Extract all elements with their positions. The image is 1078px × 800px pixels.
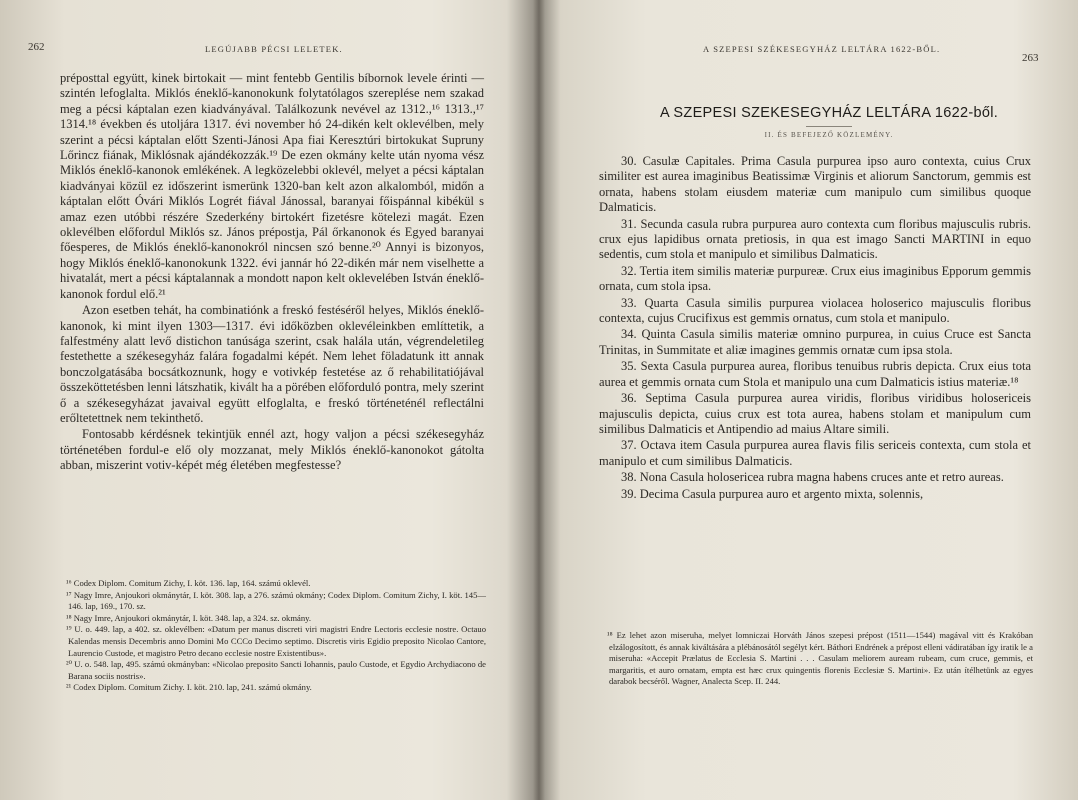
body-text [60,71,484,474]
footnote: ¹⁸ Nagy Imre, Anjoukori okmánytár, I. köt. 348. lap, a 324. sz. okmány. [66,612,312,623]
page-number: 263 [1022,52,1039,64]
body-text [599,154,1031,502]
footnote: ¹⁶ Codex Diplom. Comitum Zichy, I. köt. 136. lap, 164. számú oklevél. [66,578,311,588]
paragraph: 35. Sexta Casula purpurea aurea, floribus tenuibus rubris depicta. Crux eius tota aurea et gemmis ornata cum Stola et manipulo una cum Dalmaticis istius materiæ.¹⁸ [599,359,1031,389]
paragraph: 32. Tertia item similis materiæ purpureæ. Crux eius imaginibus Epporum gemmis ornata, cum stola ipsa. [599,263,1031,294]
paragraph: 30. Casulæ Capitales. Prima Casula purpurea ipso auro contexta, cuius Crux similiter est aurea imaginibus Beatissimæ Virginis et aliorum Sanctorum, gemmis est ornata, habens stolam eiusdem materiæ cum manipulo cum similibus quoque Dalmaticis. [599,154,1031,215]
paragraph: 33. Quarta Casula similis purpurea violacea holoserico majusculis floribus contexta, cujus Crucifixus est gemmis ornatus, cum stola et manipulo. [599,295,1031,326]
running-head: LEGÚJABB PÉCSI LELETEK. [205,44,343,54]
page-number: 262 [28,41,45,53]
paragraph: 37. Octava item Casula purpurea aurea flavis filis sericeis contexta, cum stola et manipulo et cum similibus Dalmaticis. [599,438,1031,468]
footnote: ¹⁹ U. o. 449. lap, a 402. sz. oklevélben: «Datum per manus discreti viri magistri Endre Lectoris ecclesie nostre. Octauo Kalendas mensis Decembris anno Domini Mo CCCo Decimo septimo. Discretis viris Egidio preposito Nicolao Cantore, Laurencio Custode, et magistro Petro decano ecclesie nostre Existentibus». [66,624,486,658]
article-subtitle: II. ÉS BEFEJEZŐ KÖZLEMÉNY. [764,131,894,139]
paragraph: Fontosabb kérdésnek tekintjük ennél azt, hogy valjon a pécsi székesegyház történetében fordul-e elő oly mozzanat, mely Miklós éneklő-kanonokot gátolta abban, miszerint votiv-képét még életében megfestesse? [60,427,484,473]
footnotes [599,630,1033,688]
paragraph: Azon esetben tehát, ha combinatiónk a freskó festéséről helyes, Miklós éneklő-kanonok, ki mint ilyen 1303—1317. évi időközben oklevéleinkben említtetik, a falfestmény alatt levő distichon tanúsága szerint, csak halála után, végrendeletileg festethette a székesegyház falára fogadalmi képét. Nem lehet föladatunk itt annak bonczolgatásába bocsátkoznunk, hogy e votivkép festetése az ő rehabilitatiójával összeköttetésben lenni látszhatik, kivált ha a pörében előforduló pontra, mely szerint ő a székesegyházat javaival együtt elfoglalta, e freskó történeténél reflectálni erőltetettnek nem tekinthető. [60,303,484,425]
paragraph: 31. Secunda casula rubra purpurea auro contexta cum floribus majusculis rubris. crux ejus lapidibus ornata pretiosis, in qua est imago Sancti MARTINI in equo sedentis, cum stola et manipulo et similibus Dalmaticis. [599,216,1031,262]
paragraph: 39. Decima Casula purpurea auro et argento mixta, solennis, [621,486,924,501]
footnote: ¹⁷ Nagy Imre, Anjoukori okmánytár, I. köt. 308. lap, a 276. számú okmány; Codex Diplom. Comitum Zichy, I. köt. 145—146. lap, 169., 170. sz. [66,589,486,612]
footnote: ²⁰ U. o. 548. lap, 495. számú okmányban: «Nicolao preposito Sancti Iohannis, paulo Custode, et Egydio Archydiacono de Barana sociis nostris». [66,659,486,681]
footnotes [58,578,486,694]
running-head: A SZEPESI SZÉKESEGYHÁZ LELTÁRA 1622-BŐL. [703,44,941,54]
right-page [543,0,1078,800]
footnote: ¹⁸ Ez lehet azon miseruha, melyet lomniczai Horváth János szepesi prépost (1511—1544) magával vitt és Krakóban elzálogosított, és annak kiváltására a plébánosától segélyt kért. Báthori Endrének a prépost elleni vádiratában így iratik le a miseruha: «Accepit Prælatus de Ecclesia S. Martini . . . Casulam meliorem auream rubeam, cum cruce, gemmis, et margaritis, et auro ornatam, empta est hæc crux quingentis florenis Ecclesiæ S. Martini». Ez után ítélhetünk az egyes darabok becséről. Wagner, Analecta Scep. II. 244. [607,630,1033,687]
paragraph: préposttal együtt, kinek birtokait — mint fentebb Gentilis bíbornok levele érinti — szintén lefoglalta. Miklós éneklő-kanonokunk folytatólagos szereplése nem szakad meg a pécsi káptalan ezen kiadványával. Találkozunk nevével az 1312.,¹⁶ 1313.,¹⁷ 1314.¹⁸ években és utoljára 1317. évi november hó 24-dikén kelt oklevélben, mely szerint a pécsi káptalan előtt Szenti-Jánosi Apa fiai Keresztúri birtokukat Supruny Lőrincz fiának, Miklósnak ajándékozzák.¹⁹ De ezen okmány kelte után nyoma vész Miklós éneklő-kanonok emlékének. A legközelebbi oklevél, melyet a pécsi káptalan kiadványai közül ez időszerint ismerünk 1320-ban kelt azon alkalomból, midőn a káptalan előtt Óvári Miklós Logrét fiával Jánossal, baranyai főispánnal kibékül s amaz ezen utóbbi részére Szederkény birtokért fizetésre kötelezi magát. Ezen oklevélben előfordul Miklós sz. János prépostja, Pál őrkanonok és Egyed baranyai főesperes, de Miklós éneklő-kanonokról nincsen szó benne.²⁰ Annyi is bizonyos, hogy Miklós éneklő-kanonokunk 1322. évi jannár hó 22-dikén már nem viselhette a hivatalát, mert a pécsi káptalannak a mondott napon kelt oklevelében István éneklő-kanonok fordul elő.²¹ [60,71,484,301]
paragraph: 34. Quinta Casula similis materiæ omnino purpurea, in cuius Cruce est Sancta Trinitas, in Summitate et aliæ imagines gemmis ornatæ cum ipsa stola. [599,327,1031,357]
divider [806,126,852,127]
paragraph: 38. Nona Casula holosericea rubra magna habens cruces ante et retro aureas. [621,470,1004,485]
article-title: A SZEPESI SZEKESEGYHÁZ LELTÁRA 1622-ből. [659,105,999,121]
paragraph: 36. Septima Casula purpurea aurea viridis, floribus viridibus holosericeis majusculis depicta, cuius crux est tota aurea, habens stolam et manipulum cum similibus Dalmaticis et Antipendio ad maius Altare simili. [599,391,1031,436]
left-page [0,0,536,800]
footnote: ²¹ Codex Diplom. Comitum Zichy. I. köt. 210. lap, 241. számú okmány. [66,682,312,693]
